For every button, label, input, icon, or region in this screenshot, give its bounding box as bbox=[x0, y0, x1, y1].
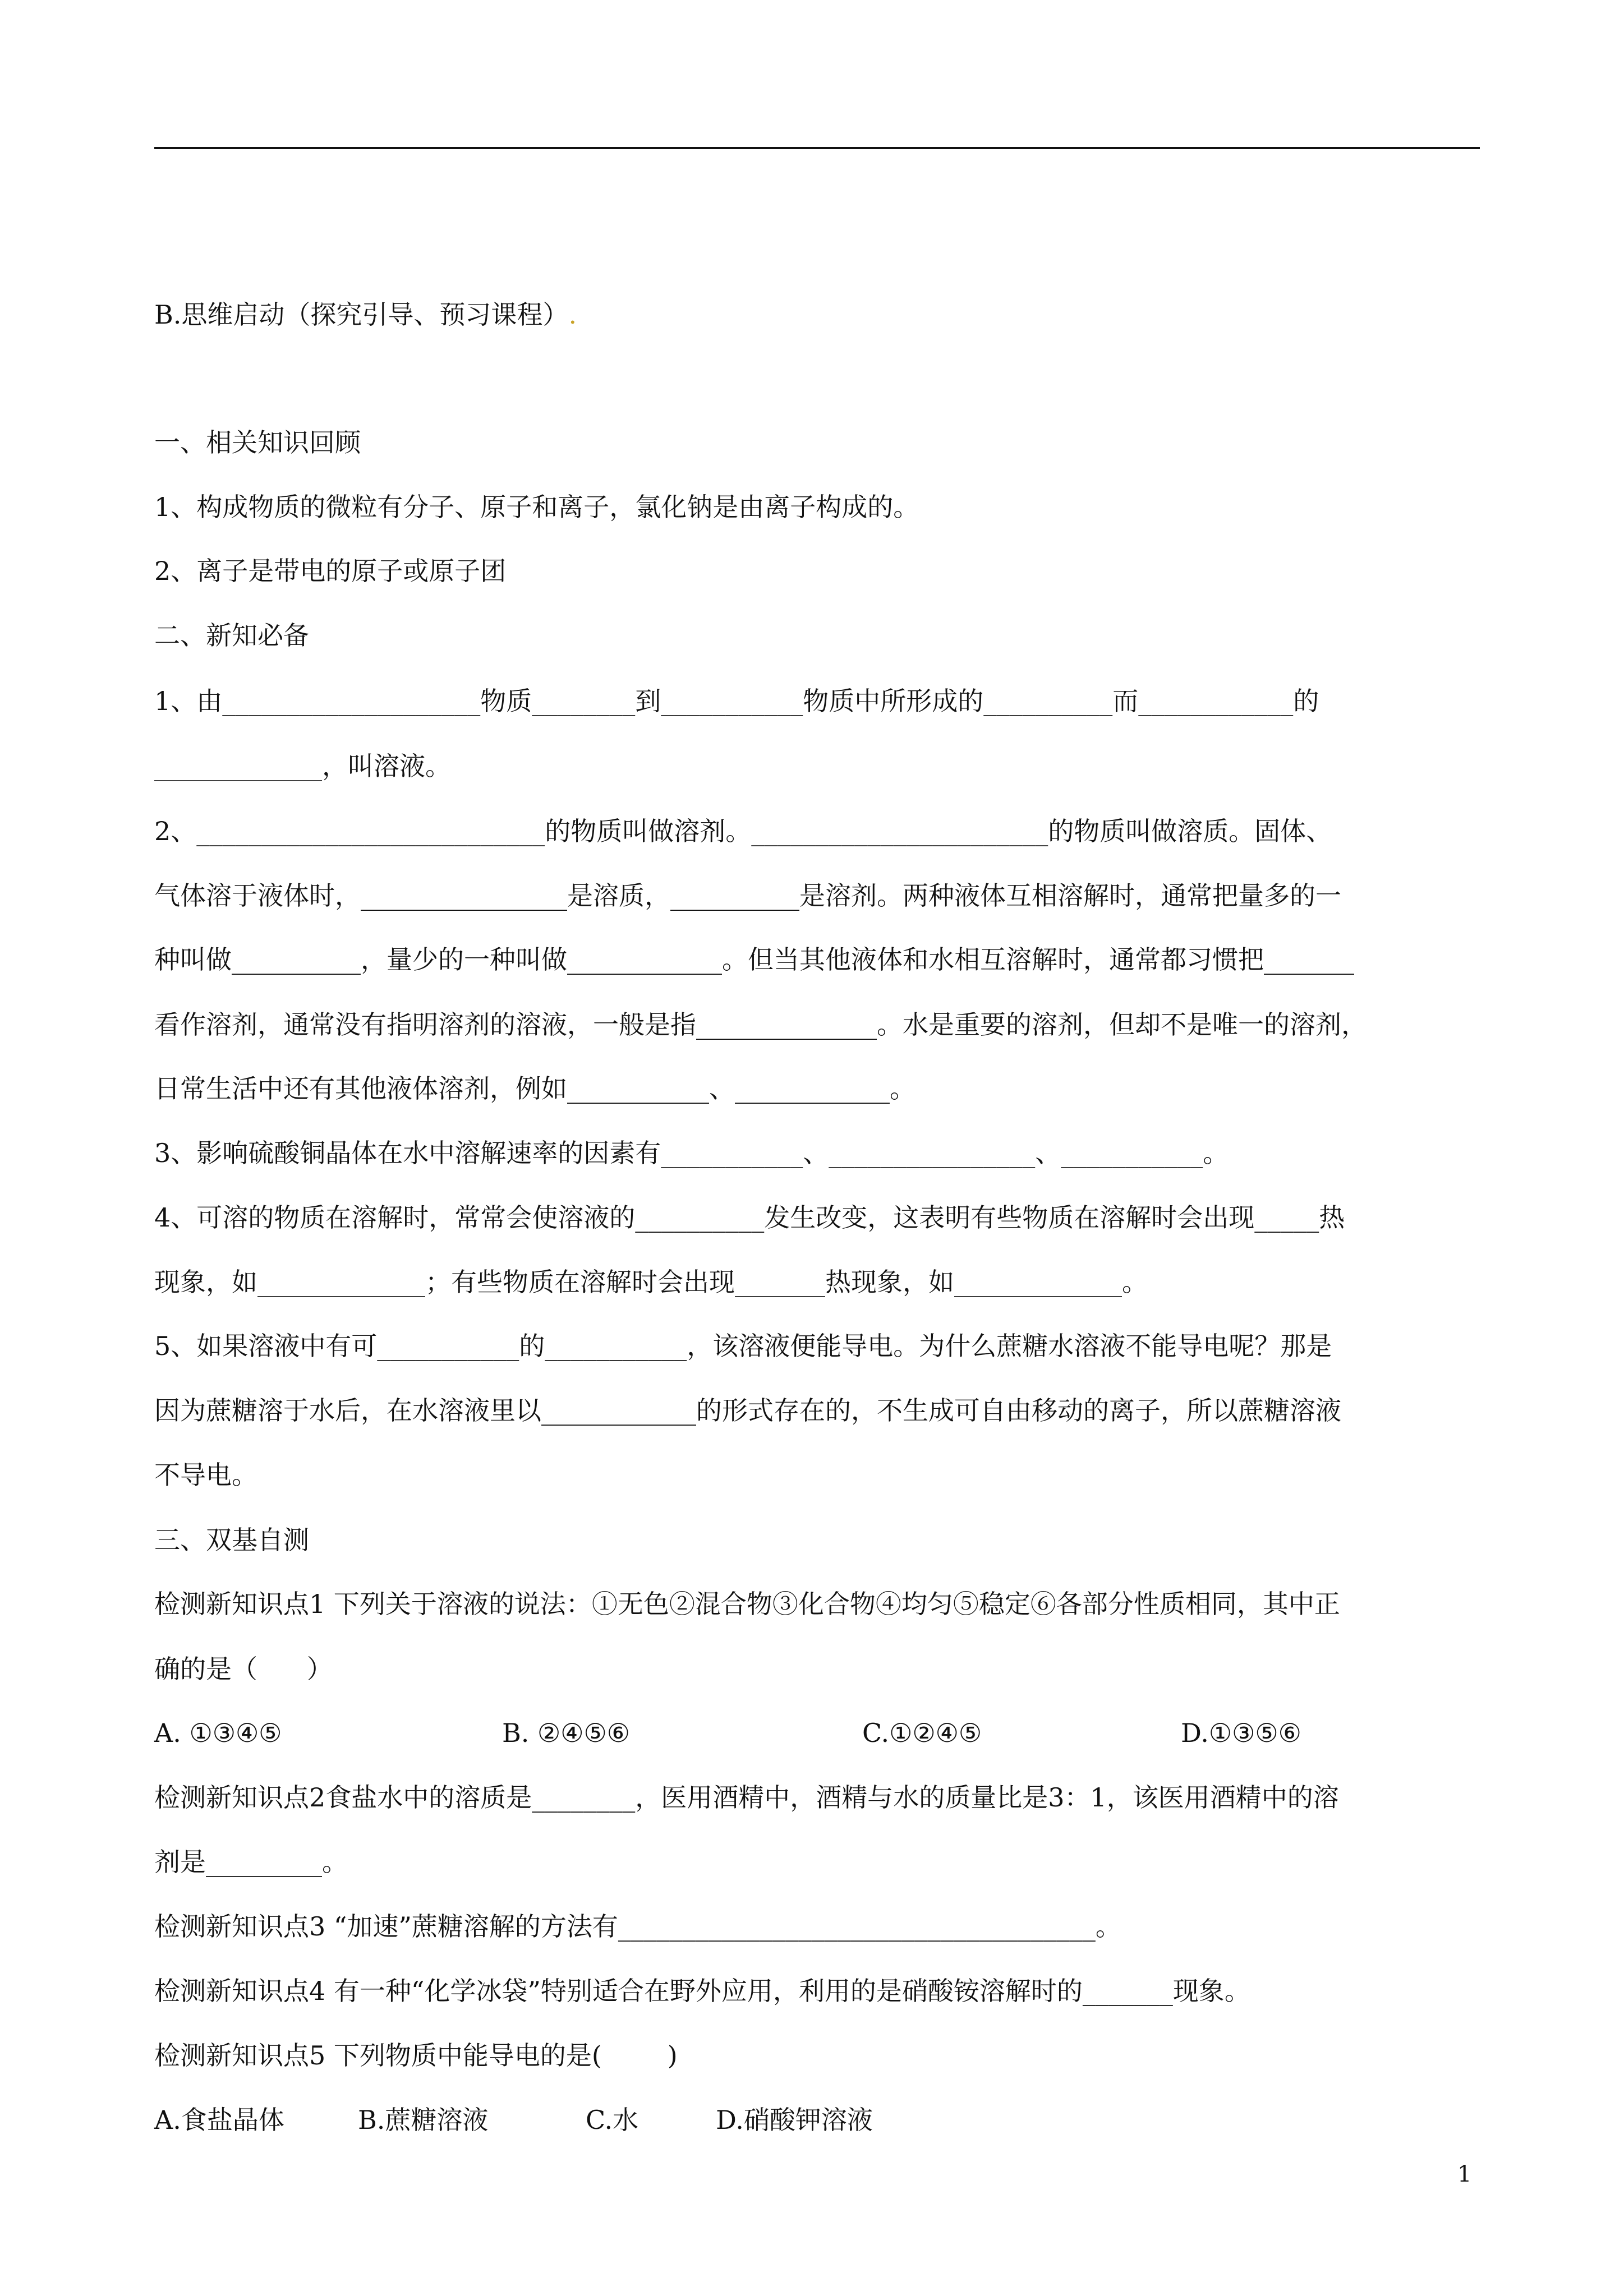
part1-item: 1、构成物质的微粒有分子、原子和离子，氯化钠是由离子构成的。 bbox=[154, 492, 919, 522]
header-rule bbox=[154, 147, 1480, 149]
question-1-stem: 检测新知识点1 下列关于溶液的说法：①无色②混合物③化合物④均匀⑤稳定⑥各部分性质相同，其中正 bbox=[154, 1589, 1340, 1619]
q5-option-a: A.食盐晶体 bbox=[154, 2105, 284, 2135]
part1-title: 一、相关知识回顾 bbox=[154, 427, 361, 458]
question-4: 检测新知识点4 有一种“化学冰袋”特别适合在野外应用，利用的是硝酸铵溶解时的_______现象。 bbox=[154, 1976, 1250, 2006]
page-number: 1 bbox=[1457, 2161, 1472, 2187]
question-1-stem-cont: 确的是（ ） bbox=[154, 1654, 333, 1684]
section-heading: B.思维启动（探究引导、预习课程）. bbox=[154, 299, 577, 330]
part2-line: 1、由____________________物质________到___________物质中所形成的__________而____________的 bbox=[154, 686, 1319, 716]
part2-line: 2、___________________________的物质叫做溶剂。_______________________的物质叫做溶质。固体、 bbox=[154, 816, 1332, 846]
part2-line: 看作溶剂，通常没有指明溶剂的溶液，一般是指______________。水是重要的溶剂，但却不是唯一的溶剂， bbox=[154, 1009, 1367, 1040]
part2-line: _____________，叫溶液。 bbox=[154, 751, 451, 781]
question-3: 检测新知识点3 “加速”蔗糖溶解的方法有_____________________________________。 bbox=[154, 1911, 1121, 1942]
question-2-stem: 检测新知识点2食盐水中的溶质是________，医用酒精中，酒精与水的质量比是3：1，该医用酒精中的溶 bbox=[154, 1782, 1339, 1813]
part2-line: 种叫做__________，量少的一种叫做____________。但当其他液体和水相互溶解时，通常都习惯把_______ bbox=[154, 944, 1354, 975]
q5-option-d: D.硝酸钾溶液 bbox=[716, 2105, 873, 2135]
part2-line: 5、如果溶液中有可___________的___________，该溶液便能导电。为什么蔗糖水溶液不能导电呢？那是 bbox=[154, 1331, 1332, 1361]
q5-option-c: C.水 bbox=[586, 2105, 639, 2135]
part2-line: 4、可溶的物质在溶解时，常常会使溶液的__________发生改变，这表明有些物质在溶解时会出现_____热 bbox=[154, 1202, 1345, 1233]
part3-title: 三、双基自测 bbox=[154, 1525, 309, 1555]
part2-line: 不导电。 bbox=[154, 1460, 257, 1490]
part2-line: 气体溶于液体时，________________是溶质，__________是溶剂。两种液体互相溶解时，通常把量多的一 bbox=[154, 880, 1341, 911]
part2-line: 现象，如_____________；有些物质在溶解时会出现_______热现象，如_____________。 bbox=[154, 1267, 1148, 1297]
q1-option-b: B. ②④⑤⑥ bbox=[502, 1718, 631, 1748]
question-5-stem: 检测新知识点5 下列物质中能导电的是( ) bbox=[154, 2040, 678, 2071]
q1-option-d: D.①③⑤⑥ bbox=[1181, 1718, 1301, 1748]
part2-title: 二、新知必备 bbox=[154, 620, 309, 651]
part2-line: 日常生活中还有其他液体溶剂，例如___________、____________。 bbox=[154, 1073, 915, 1104]
part1-item: 2、离子是带电的原子或原子团 bbox=[154, 556, 507, 586]
q5-option-b: B.蔗糖溶液 bbox=[358, 2105, 489, 2135]
heading-mark: . bbox=[568, 299, 577, 330]
q1-option-c: C.①②④⑤ bbox=[862, 1718, 982, 1748]
question-2-stem-cont: 剂是_________。 bbox=[154, 1847, 348, 1877]
part2-line: 因为蔗糖溶于水后，在水溶液里以____________的形式存在的，不生成可自由移动的离子，所以蔗糖溶液 bbox=[154, 1395, 1341, 1426]
q1-option-a: A. ①③④⑤ bbox=[154, 1718, 282, 1748]
part2-line: 3、影响硫酸铜晶体在水中溶解速率的因素有___________、________________、___________。 bbox=[154, 1138, 1229, 1168]
